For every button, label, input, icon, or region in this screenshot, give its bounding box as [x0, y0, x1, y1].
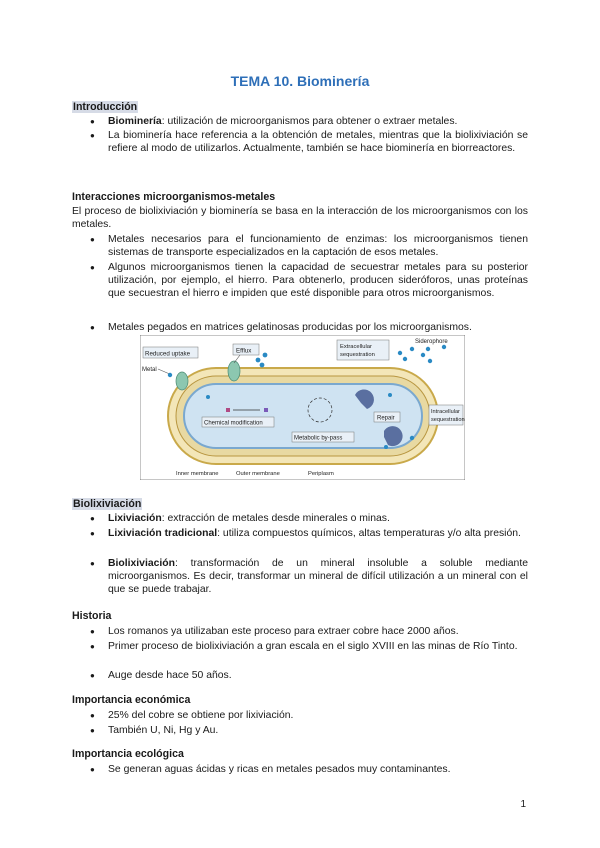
- metal-resistance-figure: [140, 335, 465, 480]
- historia-heading: Historia: [72, 610, 112, 622]
- periplasm-label: Periplasm: [308, 471, 334, 477]
- intracellular-label-2: sequestration: [431, 417, 465, 423]
- economica-bullet-1: ● 25% del cobre se obtiene por lixiviación.: [108, 709, 528, 722]
- interactions-heading: Interacciones microorganismos-metales: [72, 191, 276, 203]
- outer-membrane-label: Outer membrane: [236, 471, 280, 477]
- intracellular-label-1: Intracellular: [431, 409, 460, 415]
- chemical-mod-label: Chemical modification: [204, 420, 263, 427]
- biolix-bullet-2: ● Lixiviación tradicional: utiliza compuestos químicos, altas temperaturas y/o alta presión.: [108, 527, 528, 540]
- biolix-bullet-3: ● Biolixiviación: transformación de un mineral insoluble a soluble mediante microorganismos. Es decir, transformar un mineral de difícil utilización a un mineral con el que se puede trabajar.: [108, 557, 528, 597]
- metal-before-mod: [226, 408, 230, 412]
- siderophore-label: Siderophore: [415, 339, 448, 345]
- metal-label: Metal: [142, 367, 157, 373]
- repair-label: Repair: [377, 415, 395, 422]
- biolix-bullet-1: ● Lixiviación: extracción de metales desde minerales o minas.: [108, 512, 528, 525]
- interactions-bullet-1: ● Metales necesarios para el funcionamiento de enzimas: los microorganismos tienen sistemas de transporte especializados en la captación de esos metales.: [108, 233, 528, 259]
- metal-after-mod: [264, 408, 268, 412]
- inner-membrane-label: Inner membrane: [176, 471, 219, 477]
- historia-bullet-2: ● Primer proceso de biolixiviación a gran escala en el siglo XVIII en las minas de Río Tinto.: [108, 640, 528, 653]
- economica-heading: Importancia económica: [72, 694, 191, 706]
- intro-bullet-1: ● Biominería: utilización de microorganismos para obtener o extraer metales.: [108, 115, 528, 128]
- interactions-bullet-3: ● Metales pegados en matrices gelatinosas producidas por los microorganismos.: [108, 321, 528, 334]
- ecologica-bullet-1: ● Se generan aguas ácidas y ricas en metales pesados muy contaminantes.: [108, 763, 528, 776]
- metabolic-bypass-label: Metabolic by-pass: [294, 435, 343, 442]
- page-number: 1: [520, 799, 526, 810]
- biolix-heading: Biolixiviación: [73, 498, 142, 510]
- extracellular-label-2: sequestration: [340, 352, 375, 358]
- interactions-bullet-2: ● Algunos microorganismos tienen la capacidad de secuestrar metales para su posterior utilización, por ejemplo, el hierro. Para obtenerlo, producen sideróforos, unas proteínas que secuestran el hierro e impiden que esté disponible para otros microorganismos.: [108, 261, 528, 301]
- historia-bullet-1: ● Los romanos ya utilizaban este proceso para extraer cobre hace 2000 años.: [108, 625, 528, 638]
- ecologica-heading: Importancia ecológica: [72, 748, 184, 760]
- economica-bullet-2: ● También U, Ni, Hg y Au.: [108, 724, 528, 737]
- intro-bullet-2: ● La biominería hace referencia a la obtención de metales, mientras que la biolixiviación se refiere al modo de utilizarlos. Actualmente, también se hace biominería en biorreactores.: [108, 129, 528, 155]
- reduced-uptake-label: Reduced uptake: [145, 350, 191, 358]
- efflux-label: Efflux: [236, 347, 252, 355]
- efflux-pump: [228, 361, 240, 381]
- extracellular-label-1: Extracellular: [340, 344, 372, 350]
- historia-bullet-3: ● Auge desde hace 50 años.: [108, 669, 528, 682]
- interactions-paragraph: El proceso de biolixiviación y biominería se basa en la interacción de los microorganismos con los metales.: [72, 206, 528, 231]
- page-title: TEMA 10. Biominería: [230, 73, 370, 89]
- intro-heading: Introducción: [73, 101, 138, 113]
- uptake-transporter: [176, 372, 188, 390]
